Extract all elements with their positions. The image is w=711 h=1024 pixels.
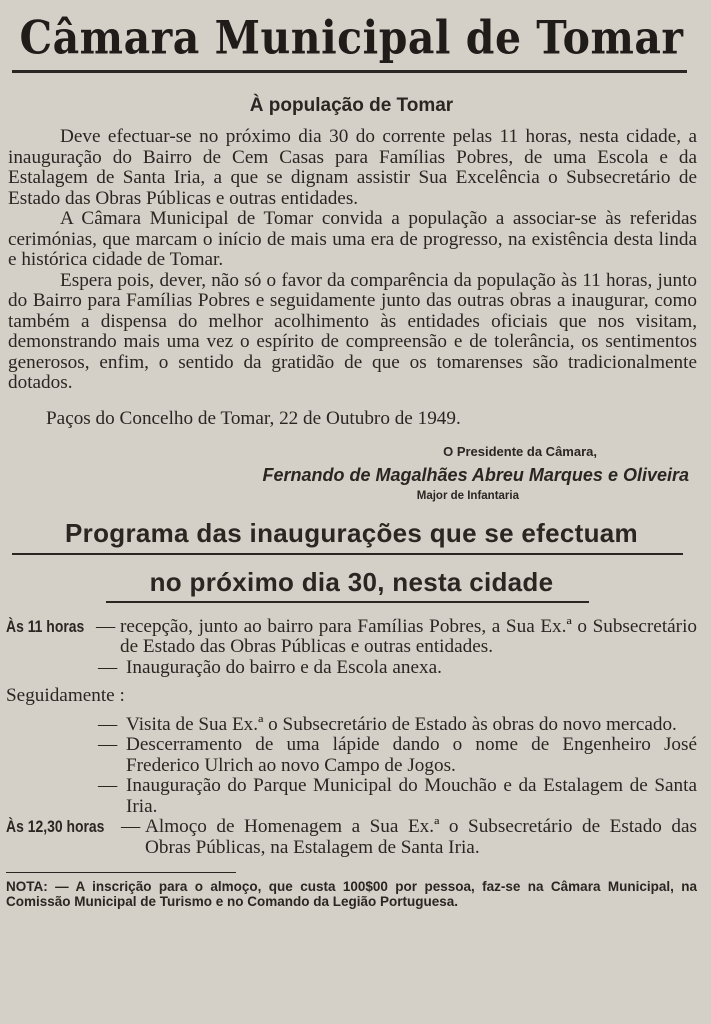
program-title-line-1: Programa das inaugurações que se efectuam <box>65 517 638 548</box>
masthead-title: Câmara Municipal de Tomar <box>19 11 684 65</box>
seguidamente-label: Seguidamente : <box>6 685 125 706</box>
signature-title: O Presidente da Câmara, <box>443 443 597 459</box>
schedule-item-inauguration: Inauguração do bairro e da Escola anexa. <box>126 656 442 678</box>
dash: — <box>98 713 118 735</box>
nota-text: NOTA: — A inscrição para o almoço, que custa 100$00 por pessoa, faz-se na Câmara Municipal, na Comissão Municipal de Turismo e no Comando da Legião Portuguesa. <box>6 879 697 909</box>
schedule-sub-items <box>6 715 697 818</box>
program-title-rule-1 <box>12 553 683 555</box>
time-label-1230h: Às 12,30 horas <box>6 817 105 836</box>
schedule-sub-item <box>98 715 697 736</box>
schedule-row-1230h <box>6 817 697 858</box>
schedule-item-lunch: Almoço de Homenagem a Sua Ex.ª o Subsecretário de Estado das Obras Públicas, na Estalagem de Santa Iria. <box>145 816 697 858</box>
schedule-sub-item-text: Inauguração do Parque Municipal do Mouchão e da Estalagem de Santa Iria. <box>126 775 697 817</box>
announcement-paragraph-3: Espera pois, dever, não só o favor da comparência da população às 11 horas, junto do Bairro para Famílias Pobres e seguidamente junto das outras obras a inaugurar, como também a dispensa do melhor acolhimento às entidades oficiais que nos visitam, demonstrando mais uma vez o espírito de compreensão e de tolerância, os sentimentos generosos, enfim, o sentido da gratidão de que os tomarenses são tradicionalmente dotados. <box>8 269 697 393</box>
date-line: Paços do Concelho de Tomar, 22 de Outubro de 1949. <box>46 407 461 429</box>
announcement-heading: À população de Tomar <box>249 95 454 116</box>
program-title-line-2: no próximo dia 30, nesta cidade <box>149 566 554 597</box>
signature-name: Fernando de Magalhães Abreu Marques e Oliveira <box>262 464 689 485</box>
dash: — <box>96 615 116 637</box>
dash: — <box>98 656 118 678</box>
time-label-11h: Às 11 horas <box>6 616 85 636</box>
schedule <box>6 617 697 859</box>
schedule-sub-item-text: Visita de Sua Ex.ª o Subsecretário de Estado às obras do novo mercado. <box>126 713 677 735</box>
masthead-rule <box>12 70 687 73</box>
schedule-sub-item <box>98 776 697 817</box>
announcement-paragraph-2: A Câmara Municipal de Tomar convida a população a associar-se às referidas cerimónias, que marcam o início de mais uma era de progresso, na existência desta linda e histórica cidade de Tomar. <box>8 208 697 270</box>
nota-rule <box>6 872 236 873</box>
announcement-paragraph-1: Deve efectuar-se no próximo dia 30 do corrente pelas 11 horas, nesta cidade, a inauguração do Bairro de Cem Casas para Famílias Pobres, de uma Escola e da Estalagem de Santa Iria, a que se dignam assistir Sua Excelência o Subsecretário de Estado das Obras Públicas e outras entidades. <box>8 126 697 209</box>
dash: — <box>98 775 118 796</box>
dash: — <box>98 734 118 755</box>
schedule-sub-item <box>98 735 697 776</box>
dash: — <box>121 816 141 837</box>
signature-rank: Major de Infantaria <box>416 489 519 502</box>
schedule-row-11h <box>6 617 697 658</box>
schedule-sub-item-text: Descerramento de uma lápide dando o nome de Engenheiro José Frederico Ulrich ao novo Campo de Jogos. <box>126 734 697 776</box>
schedule-item-row <box>98 658 697 679</box>
program-title-rule-2 <box>106 601 589 603</box>
schedule-item-reception: recepção, junto ao bairro para Famílias Pobres, a Sua Ex.ª o Subsecretário de Estado das Obras Públicas e outras entidades. <box>120 615 697 657</box>
